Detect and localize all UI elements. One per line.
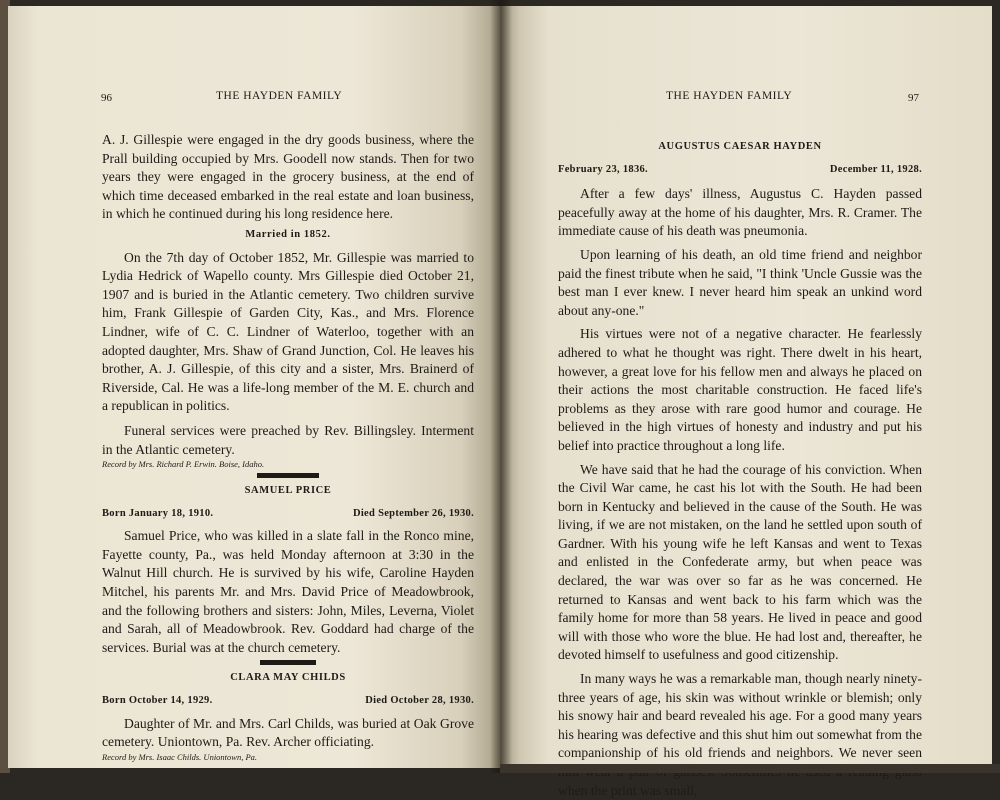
section-rule — [260, 660, 316, 665]
obituary-heading-augustus-caesar-hayden: AUGUSTUS CAESAR HAYDEN — [658, 141, 822, 152]
right-page-body — [558, 134, 922, 800]
hayden-born-date: February 23, 1836. — [558, 163, 648, 175]
page-number-left: 96 — [101, 92, 112, 104]
childs-died-date: Died October 28, 1930. — [365, 695, 474, 707]
right-page — [500, 6, 992, 798]
left-page-body — [102, 131, 474, 763]
paragraph-hayden-3: His virtues were not of a negative character. He fearlessly adhered to what he thought was right. There dwelt in his heart, however, a great love for his fellow men and always he placed on their actions the most charitable construction. He faced life's problems as they arose with rare good humor and courage. He believed in the high virtues of honesty and industry and put his belief into practice throughout a long life. — [558, 326, 922, 453]
paragraph-hayden-1: After a few days' illness, Augustus C. Hayden passed peacefully away at the home of his daughter, Mrs. R. Cramer. The immediate cause of his death was pneumonia. — [558, 186, 922, 239]
price-dates — [102, 505, 474, 524]
record-credit-childs: Record by Mrs. Isaac Childs. Uniontown, Pa. — [102, 751, 258, 762]
hayden-died-date: December 11, 1928. — [829, 163, 922, 175]
paragraph-hayden-5: In many ways he was a remarkable man, though nearly ninety-three years of age, his skin was without wrinkle or blemish; only his snowy hair and beard revealed his age. For a good many years his hearing was defective and this shut him out somewhat from the companionship of his old friends and neighbors. We never seen when the print was small, — [558, 671, 922, 798]
record-credit-erwin: Record by Mrs. Richard P. Erwin. Boise, Idaho. — [102, 459, 265, 470]
paragraph-marriage: On the 7th day of October 1852, Mr. Gillespie was married to Lydia Hedrick of Wapello county. Mrs Gillespie died October 21, 1907 and is buried in the Atlantic cemetery. Two children survive him, Frank Gillespie of Garden City, Kas., and Mrs. Florence Lindner, wife of C. C. Lindner of Waterloo, together with an adopted daughter, Mrs. Shaw of Grand Junction, Col. He leaves his brother, A. J. Gillespie, of this city and a sister, Mrs. Brainerd of Riverside, Cal. He was a life-long member of the M. E. church and a republican in politics. — [102, 249, 474, 414]
paragraph-funeral: Funeral services were preached by Rev. Billingsley. Interment in the Atlantic cemetery. — [102, 422, 474, 457]
page-number-right: 97 — [908, 92, 919, 104]
price-born-date: Born January 18, 1910. — [102, 507, 214, 519]
running-head-right: THE HAYDEN FAMILY — [666, 90, 793, 102]
childs-dates — [102, 692, 474, 711]
paragraph-clara-may-childs: Daughter of Mr. and Mrs. Carl Childs, was buried at Oak Grove cemetery. Uniontown, Pa. Rev. Archer officiating. — [102, 715, 474, 750]
running-head-left: THE HAYDEN FAMILY — [216, 90, 343, 102]
price-died-date: Died September 26, 1930. — [352, 507, 474, 519]
section-rule — [257, 473, 319, 478]
book-gutter — [490, 0, 512, 773]
childs-born-date: Born October 14, 1929. — [102, 695, 213, 707]
paragraph-hayden-2: Upon learning of his death, an old time friend and neighbor paid the finest tribute when he said, "I think 'Uncle Gussie was the best man I ever knew. I never heard him speak an unkind word about any-one." — [558, 246, 922, 318]
paragraph-samuel-price: Samuel Price, who was killed in a slate fall in the Ronco mine, Fayette county, Pa., was held Monday afternoon at 3:30 in the Walnut Hill church. He is survived by his wife, Caroline Hayden Mitchel, his parents Mr. and Mrs. David Price of Meadowbrook, and the following brothers and sisters: John, Miles, Leverna, Violet and Sarah, all of Meadowbrook. Rev. Goddard had charge of the services. Burial was at the church cemetery. — [102, 528, 474, 655]
obituary-heading-samuel-price: SAMUEL PRICE — [244, 485, 332, 497]
book-edge-bottom — [500, 764, 1000, 773]
paragraph-hayden-4: We have said that he had the courage of his conviction. When the Civil War came, he cast his lot with the South. He had been born in Kentucky and believed in the cause of the South. He was living, if we are not mistaken, on the land he settled upon south of Gardner. With his young wife he left Kansas and went to Texas and enlisted in the Confederate army, but when peace was declared, the war was over so far as he was concerned. He returned to Kansas and went back to his farm which was the family home for more than 58 years. He lived in peace and good will with those who wore the blue. He had lost and, thereafter, he devoted himself to usefulness and good citizenship. — [558, 461, 922, 663]
left-page — [8, 6, 500, 768]
married-heading: Married in 1852. — [245, 228, 331, 240]
paragraph-gillespie-intro: A. J. Gillespie were engaged in the dry goods business, where the Prall building occupied by Mrs. Goodell now stands. Then for two years they were engaged in the grocery business, at the end of which time deceased embarked in the real estate and loan business, in which he continued during his long residence here. — [102, 132, 474, 222]
obituary-heading-clara-may-childs: CLARA MAY CHILDS — [230, 672, 346, 684]
hayden-dates — [558, 161, 922, 180]
